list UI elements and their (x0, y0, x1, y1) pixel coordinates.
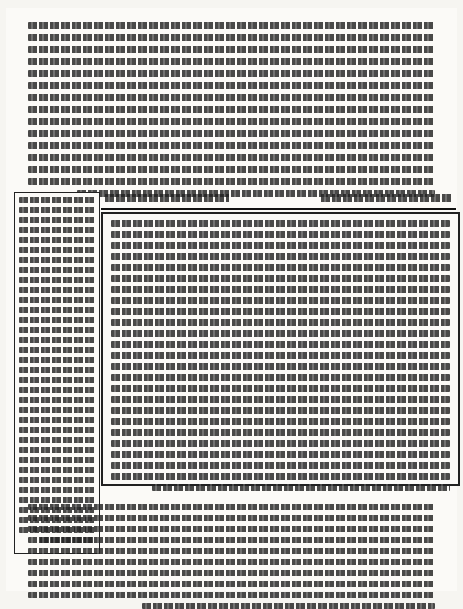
text-line (28, 559, 435, 565)
top-text-block (28, 22, 435, 197)
text-line (19, 247, 95, 253)
text-line (28, 106, 435, 113)
text-line (111, 352, 450, 359)
text-line (28, 58, 435, 65)
text-line (28, 581, 435, 587)
text-line (142, 603, 435, 609)
sidebar-text-block (19, 197, 95, 543)
text-line (28, 570, 435, 576)
text-line (111, 308, 450, 315)
text-line (19, 287, 95, 293)
text-line (19, 327, 95, 333)
text-line (19, 407, 95, 413)
text-line (28, 130, 435, 137)
text-line (111, 275, 450, 282)
text-line (19, 357, 95, 363)
text-line (19, 427, 95, 433)
text-line (111, 396, 450, 403)
main-text-block (111, 220, 450, 491)
text-line (28, 94, 435, 101)
text-line (19, 397, 95, 403)
header-right-text (321, 194, 451, 202)
text-line (28, 592, 435, 598)
text-line (19, 267, 95, 273)
text-line (19, 457, 95, 463)
sidebar-commentary (14, 192, 100, 554)
document-page (6, 8, 457, 591)
text-line (111, 407, 450, 414)
header-left-text (105, 194, 229, 202)
text-line (28, 178, 435, 185)
text-line (19, 447, 95, 453)
text-line (111, 253, 450, 260)
text-line (19, 377, 95, 383)
text-line (28, 154, 435, 161)
page-header (101, 188, 456, 210)
text-line (19, 497, 95, 503)
text-line (111, 462, 450, 469)
text-line (19, 477, 95, 483)
main-text-frame (101, 212, 460, 486)
text-line (111, 363, 450, 370)
text-line (111, 286, 450, 293)
text-line (19, 197, 95, 203)
text-line (19, 217, 95, 223)
text-line (111, 319, 450, 326)
text-line (28, 537, 435, 543)
text-line (19, 387, 95, 393)
text-line (19, 347, 95, 353)
text-line (111, 231, 450, 238)
text-line (19, 487, 95, 493)
text-line (19, 257, 95, 263)
text-line (19, 337, 95, 343)
text-line (111, 297, 450, 304)
text-line (19, 367, 95, 373)
text-line (28, 166, 435, 173)
text-line (19, 207, 95, 213)
text-line (28, 34, 435, 41)
text-line (28, 22, 435, 29)
text-line (19, 307, 95, 313)
text-line (28, 548, 435, 554)
text-line (28, 504, 435, 510)
text-line (28, 46, 435, 53)
page-number (239, 189, 309, 207)
text-line (111, 473, 450, 480)
text-line (111, 374, 450, 381)
text-line (28, 526, 435, 532)
bottom-text-block (28, 504, 435, 609)
text-line (111, 429, 450, 436)
text-line (111, 220, 450, 227)
divider-label (181, 486, 311, 500)
text-line (111, 330, 450, 337)
text-line (28, 142, 435, 149)
text-line (111, 341, 450, 348)
text-line (19, 467, 95, 473)
text-line (28, 515, 435, 521)
text-line (111, 418, 450, 425)
text-line (111, 264, 450, 271)
text-line (111, 385, 450, 392)
text-line (111, 242, 450, 249)
text-line (111, 451, 450, 458)
text-line (19, 237, 95, 243)
text-line (28, 118, 435, 125)
text-line (19, 297, 95, 303)
text-line (19, 277, 95, 283)
section-divider (101, 486, 456, 500)
text-line (28, 70, 435, 77)
text-line (19, 227, 95, 233)
text-line (19, 417, 95, 423)
text-line (111, 440, 450, 447)
text-line (19, 437, 95, 443)
text-line (19, 317, 95, 323)
text-line (28, 82, 435, 89)
